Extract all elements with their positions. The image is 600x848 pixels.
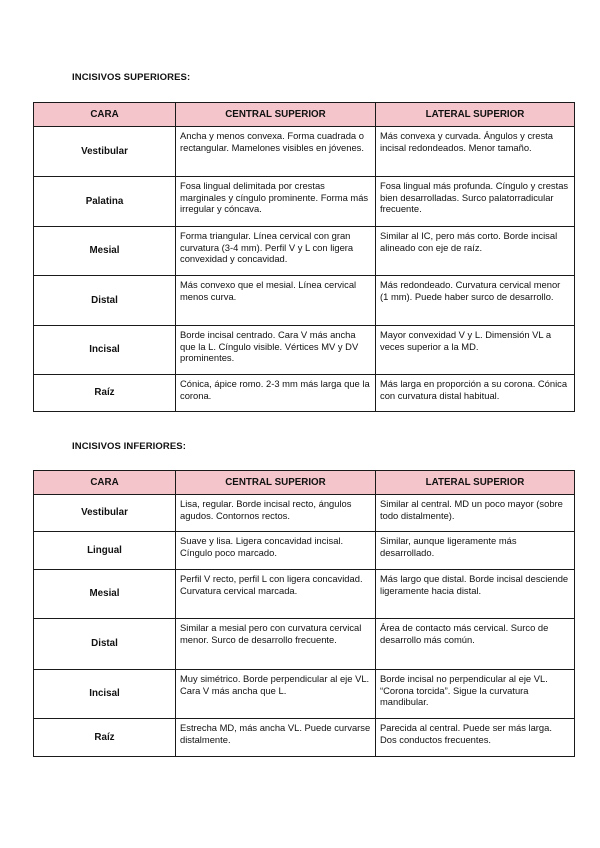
lateral-cell: Más largo que distal. Borde incisal desciende ligeramente hacia distal. — [376, 570, 575, 619]
lateral-cell: Similar, aunque ligeramente más desarrollado. — [376, 532, 575, 570]
face-cell: Distal — [34, 276, 176, 326]
lateral-cell: Borde incisal no perpendicular al eje VL. “Corona torcida”. Sigue la curvatura mandibular. — [376, 670, 575, 719]
lower-section-title: INCISIVOS INFERIORES: — [72, 441, 187, 452]
table-row — [34, 670, 575, 719]
central-cell: Suave y lisa. Ligera concavidad incisal. Cíngulo poco marcado. — [176, 532, 376, 570]
table-row — [34, 532, 575, 570]
lateral-cell: Más convexa y curvada. Ángulos y cresta incisal redondeados. Menor tamaño. — [376, 127, 575, 177]
central-cell: Lisa, regular. Borde incisal recto, ángulos agudos. Contornos rectos. — [176, 495, 376, 532]
face-cell: Vestibular — [34, 495, 176, 532]
lateral-cell: Más redondeado. Curvatura cervical menor (1 mm). Puede haber surco de desarrollo. — [376, 276, 575, 326]
upper-incisors-table — [33, 102, 575, 412]
header-lateral: LATERAL SUPERIOR — [376, 471, 575, 495]
table-row — [34, 227, 575, 276]
table-row — [34, 177, 575, 227]
face-cell: Incisal — [34, 670, 176, 719]
central-cell: Cónica, ápice romo. 2-3 mm más larga que la corona. — [176, 375, 376, 412]
face-cell: Raíz — [34, 719, 176, 757]
table-row — [34, 375, 575, 412]
table-row — [34, 570, 575, 619]
table-header-row — [34, 471, 575, 495]
face-cell: Lingual — [34, 532, 176, 570]
face-cell: Incisal — [34, 326, 176, 375]
table-row — [34, 127, 575, 177]
central-cell: Ancha y menos convexa. Forma cuadrada o rectangular. Mamelones visibles en jóvenes. — [176, 127, 376, 177]
face-cell: Mesial — [34, 227, 176, 276]
table-row — [34, 495, 575, 532]
lower-incisors-table — [33, 470, 575, 757]
lateral-cell: Fosa lingual más profunda. Cíngulo y crestas bien desarrolladas. Surco palatorradicular frecuente. — [376, 177, 575, 227]
header-face: CARA — [34, 471, 176, 495]
table-row — [34, 326, 575, 375]
central-cell: Muy simétrico. Borde perpendicular al eje VL. Cara V más ancha que L. — [176, 670, 376, 719]
table-row — [34, 276, 575, 326]
face-cell: Mesial — [34, 570, 176, 619]
lateral-cell: Parecida al central. Puede ser más larga. Dos conductos frecuentes. — [376, 719, 575, 757]
central-cell: Forma triangular. Línea cervical con gran curvatura (3-4 mm). Perfil V y L con ligera convexidad y concavidad. — [176, 227, 376, 276]
face-cell: Distal — [34, 619, 176, 670]
lateral-cell: Área de contacto más cervical. Surco de desarrollo más común. — [376, 619, 575, 670]
header-face: CARA — [34, 103, 176, 127]
table-header-row — [34, 103, 575, 127]
lateral-cell: Más larga en proporción a su corona. Cónica con curvatura distal habitual. — [376, 375, 575, 412]
face-cell: Vestibular — [34, 127, 176, 177]
table-row — [34, 619, 575, 670]
central-cell: Estrecha MD, más ancha VL. Puede curvarse distalmente. — [176, 719, 376, 757]
header-central: CENTRAL SUPERIOR — [176, 103, 376, 127]
upper-section-title: INCISIVOS SUPERIORES: — [72, 72, 191, 83]
lateral-cell: Similar al IC, pero más corto. Borde incisal alineado con eje de raíz. — [376, 227, 575, 276]
central-cell: Similar a mesial pero con curvatura cervical menor. Surco de desarrollo frecuente. — [176, 619, 376, 670]
central-cell: Fosa lingual delimitada por crestas marginales y cíngulo prominente. Forma más irregular y cóncava. — [176, 177, 376, 227]
face-cell: Palatina — [34, 177, 176, 227]
lateral-cell: Similar al central. MD un poco mayor (sobre todo distalmente). — [376, 495, 575, 532]
central-cell: Borde incisal centrado. Cara V más ancha que la L. Cíngulo visible. Vértices MV y DV prominentes. — [176, 326, 376, 375]
central-cell: Más convexo que el mesial. Línea cervical menos curva. — [176, 276, 376, 326]
header-central: CENTRAL SUPERIOR — [176, 471, 376, 495]
central-cell: Perfil V recto, perfil L con ligera concavidad. Curvatura cervical marcada. — [176, 570, 376, 619]
face-cell: Raíz — [34, 375, 176, 412]
table-row — [34, 719, 575, 757]
header-lateral: LATERAL SUPERIOR — [376, 103, 575, 127]
lateral-cell: Mayor convexidad V y L. Dimensión VL a veces superior a la MD. — [376, 326, 575, 375]
